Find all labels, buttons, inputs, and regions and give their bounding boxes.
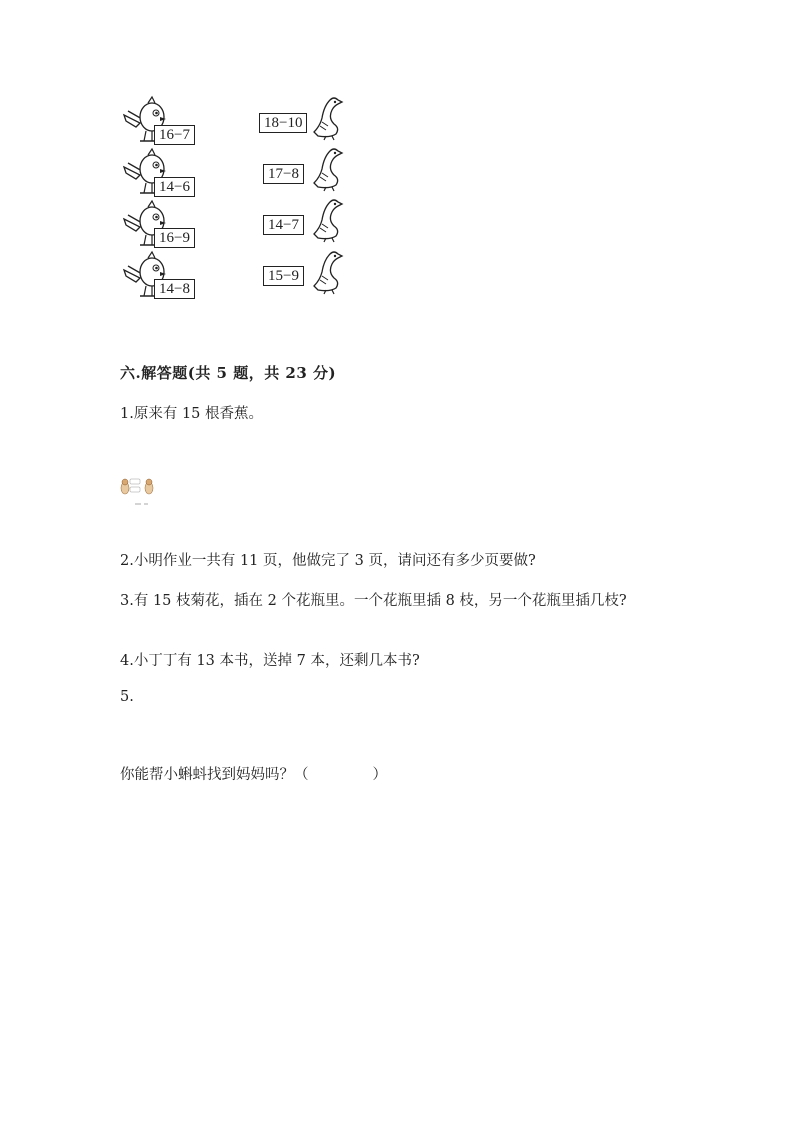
question-1 [120,402,263,423]
bird-expression: 14−6 [154,177,195,197]
question-5 [120,689,134,705]
q5-prompt-close: ） [372,767,387,783]
question-2 [120,549,536,570]
bird-expression: 14−8 [154,279,195,299]
question-text: 有 15 枝菊花，插在 2 个花瓶里。一个花瓶里插 8 枝，另一个花瓶里插几枝? [133,593,627,609]
section-title: 六.解答题(共 5 题，共 23 分) [120,364,337,382]
q5-prompt-text: 你能帮小蝌蚪找到妈妈吗？（ [120,767,309,783]
bird-expression: 16−7 [154,125,195,145]
question-text: 小丁丁有 13 本书，送掉 7 本，还剩几本书? [133,653,420,669]
question-number: 1. [120,406,134,422]
question-number: 3. [120,593,134,609]
goose-icon [312,250,344,294]
goose-expression: 15−9 [263,266,304,286]
goose-expression: 17−8 [263,164,304,184]
goose-expression: 14−7 [263,215,304,235]
question-number: 5. [120,689,134,705]
q5-prompt [120,763,387,784]
question-text: 原来有 15 根香蕉。 [133,406,264,422]
monkeys-bananas-illustration [119,476,159,510]
question-text: 小明作业一共有 11 页，他做完了 3 页，请问还有多少页要做? [133,553,536,569]
goose-icon [312,198,344,242]
goose-icon [312,96,344,140]
bird-expression: 16−9 [154,228,195,248]
goose-icon [312,147,344,191]
question-number: 2. [120,553,134,569]
question-3 [120,589,627,610]
question-4 [120,649,420,670]
goose-expression: 18−10 [259,113,307,133]
question-number: 4. [120,653,134,669]
